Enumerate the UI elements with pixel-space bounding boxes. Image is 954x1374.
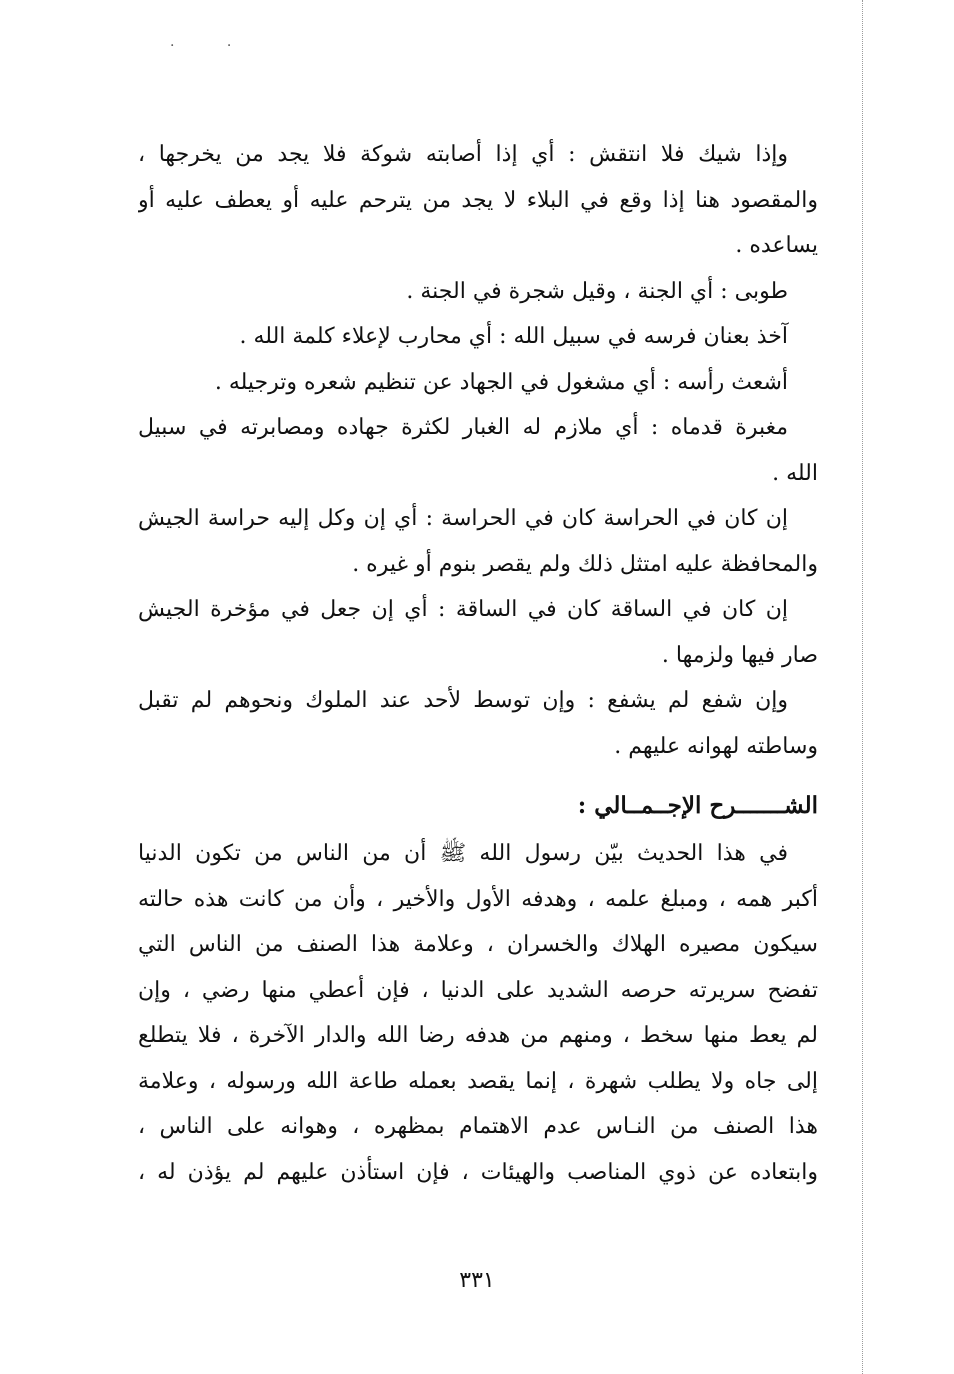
text-line: إلى جاه ولا يطلب شهرة ، إنما يقصد بعمله طاعة الله ورسوله ، وعلامة xyxy=(138,1068,818,1094)
section-heading: الشـــــــرح الإجــمــالي : xyxy=(577,792,818,819)
text-line: إن كان في الساقة كان في الساقة : أي إن جعل في مؤخرة الجيش xyxy=(138,597,788,622)
text-line: إن كان في الحراسة كان في الحراسة : أي إن وكل إليه حراسة الجيش xyxy=(138,506,788,531)
text-line: آخذ بعنان فرسه في سبيل الله : أي محارب لإعلاء كلمة الله . xyxy=(239,324,788,349)
text-line: أكبر همه ، ومبلغ علمه ، وهدفه الأول والأخير ، وأن من كانت هذه حالته xyxy=(138,886,818,912)
text-line: لم يعط منها سخط ، ومنهم من هدفه رضا الله والدار الآخرة ، فلا يتطلع xyxy=(138,1023,818,1048)
margin-dotted-rule xyxy=(862,0,863,1374)
text-line: صار فيها ولزمها . xyxy=(661,642,818,668)
text-line: وساطته لهوانه عليهم . xyxy=(614,733,818,759)
text-line: والمقصود هنا إذا وقع في البلاء لا يجد من يترحم عليه أو يعطف عليه أو xyxy=(138,187,818,213)
text-line: الله . xyxy=(772,460,818,486)
text-line: هذا الصنف من النـاس عدم الاهتمام بمظهره ، وهوانه على الناس ، xyxy=(138,1114,818,1139)
text-line: تفضح سريرته حرصه الشديد على الدنيا ، فإن أعطي منها رضي ، وإن xyxy=(138,977,818,1003)
page-number: ٣٣١ xyxy=(459,1268,495,1293)
text-line: سيكون مصيره الهلاك والخسران ، وعلامة هذا الصنف من الناس التي xyxy=(138,932,818,957)
text-line: وإن شفع لم يشفع : وإن توسط لأحد عند الملوك ونحوهم لم تقبل xyxy=(138,688,788,713)
text-line: طوبى : أي الجنة ، وقيل شجرة في الجنة . xyxy=(406,278,788,304)
text-line: والمحافظة عليه امتثل ذلك ولم يقصر بنوم أو غيره . xyxy=(352,551,818,577)
page-body xyxy=(138,132,818,1195)
text-line: أشعث رأسه : أي مشغول في الجهاد عن تنظيم شعره وترجيله . xyxy=(214,369,788,395)
scan-specks: · · xyxy=(170,38,256,54)
text-line: يساعده . xyxy=(735,233,818,258)
text-line: وابتعاده عن ذوي المناصب والهيئات ، فإن استأذن عليهم لم يؤذن له ، xyxy=(138,1159,818,1185)
text-line: في هذا الحديث بيّن رسول الله ﷺ أن من الناس من تكون الدنيا xyxy=(138,841,788,866)
text-line: مغبرة قدماه : أي ملازم له الغبار لكثرة جهاده ومصابرته في سبيل xyxy=(138,415,788,440)
text-line: وإذا شيك فلا انتقش : أي إذا أصابته شوكة فلا يجد من يخرجها ، xyxy=(138,142,788,167)
